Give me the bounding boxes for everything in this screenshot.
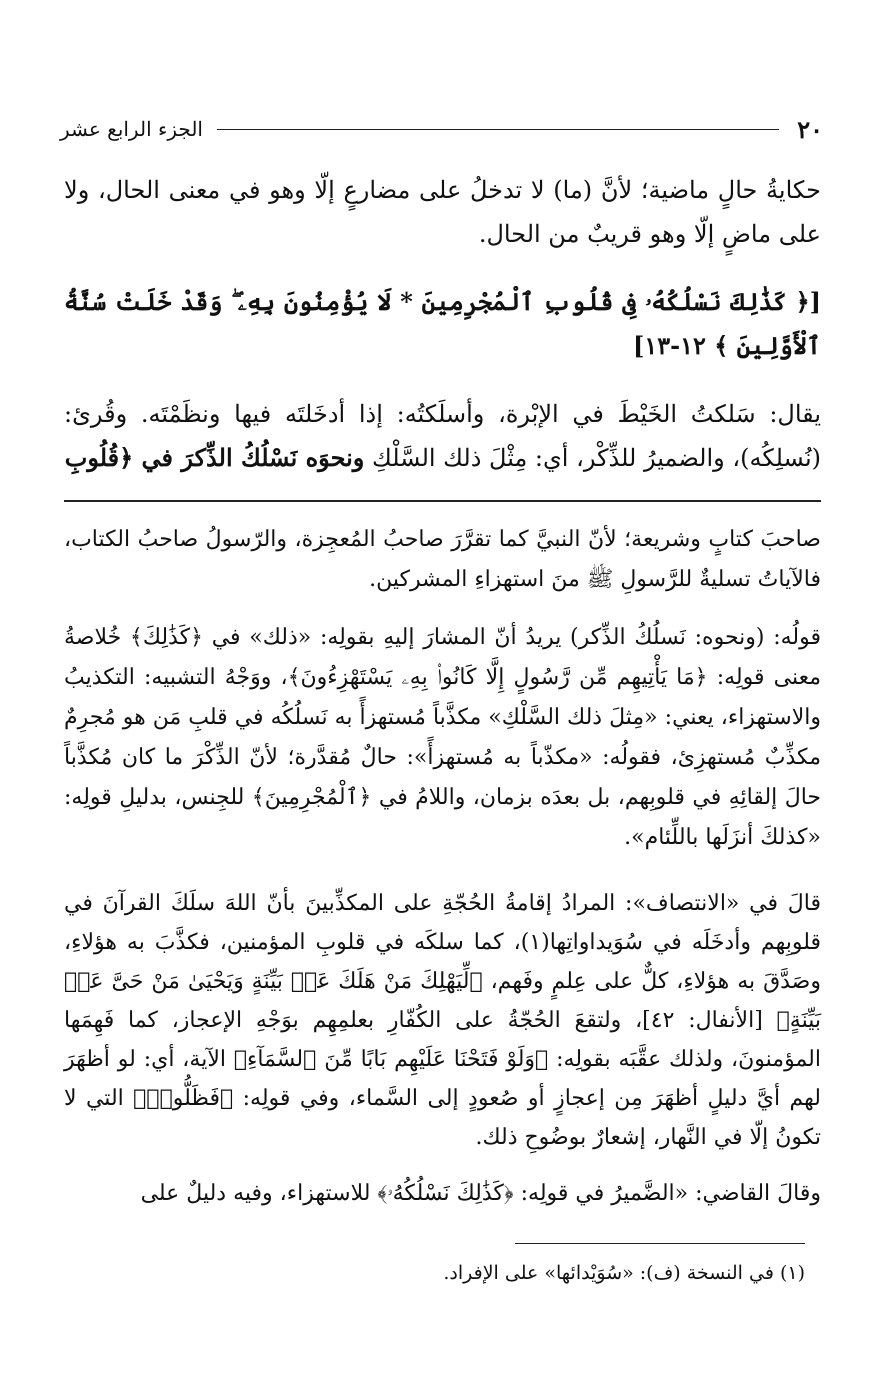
main-text-paragraph-2-content — [64, 392, 821, 480]
quran-verse: [﴿ كَذَٰلِكَ نَسْلُكُهُۥ فِى قُلُوبِ ٱلْمُجْرِمِينَ * لَا يُؤْمِنُونَ بِهِۦ ۖ وَقَدْ خَلَتْ سُنَّةُ ٱلْأَوَّلِينَ ﴾ ١٢-١٣] — [64, 287, 821, 360]
commentary-paragraph-4 — [64, 1174, 821, 1214]
main-text-paragraph-1: حكايةُ حالٍ ماضية؛ لأنَّ (ما) لا تدخلُ على مضارعٍ إلّا وهو في معنى الحال، ولا على ماضٍ إلّا وهو قريبٌ من الحال. — [64, 176, 821, 248]
header-rule — [217, 129, 779, 130]
footnote: (١) في النسخة (ف): «سُوَيْدائها» على الإفراد. — [443, 1262, 805, 1284]
main-text-paragraph-2 — [64, 392, 821, 480]
footnote-rule — [515, 1243, 805, 1244]
commentary-paragraph-4-text: وقالَ القاضي: «الضَّميرُ في قولِه: ﴿كَذَٰلِكَ نَسْلُكُهُۥ﴾ للاستهزاء، وفيه دليلٌ على — [140, 1181, 821, 1206]
commentary-paragraph-1 — [64, 520, 821, 600]
commentary-paragraph-2 — [64, 618, 821, 858]
commentary-paragraph-1-text: صاحبَ كتابٍ وشريعة؛ لأنّ النبيَّ كما تقرَّرَ صاحبُ المُعجِزة، والرّسولُ صاحبُ الكتاب، فالآياتُ تسليةٌ للرَّسولِ ﷺ منَ استهزاءِ المشركين. — [64, 527, 821, 592]
page-header — [60, 112, 823, 146]
quran-verse-block — [64, 280, 821, 368]
main-text-paragraph-2-bold: ونحوَه نَسْلُكُ الذِّكرَ في ﴿قُلُوبِ — [64, 443, 365, 472]
main-text-paragraph — [64, 168, 821, 256]
commentary-paragraph-3-text: قالَ في «الانتصاف»: المرادُ إقامةُ الحُجّةِ على المكذِّبينَ بأنّ اللهَ سلَكَ القرآنَ في قلوبِهم وأدخَلَه في سُوَيداواتِها(١)، كما سلكَه في قلوبِ المؤمنين، فكذَّبَ به هؤلاءِ، وصَدَّقَ به هؤلاءِ، كلٌّ على عِلمٍ وفَهم، ﴿لِّيَهْلِكَ مَنْ هَلَكَ عَنۢ بَيِّنَةٍ وَيَحْيَىٰ مَنْ حَىَّ عَنۢ بَيِّنَةٍ﴾ [الأنفال: ٤٢]، ولتقعَ الحُجّةُ على الكُفّارِ بعلمِهِم بوَجْهِ الإعجاز، كما فَهِمَها المؤمنونَ، ولذلك عقَّبَه بقولِه: ﴿وَلَوْ فَتَحْنَا عَلَيْهِم بَابًا مِّنَ ٱلسَّمَآءِ﴾ الآية، أي: لو أظهَرَ لهم أيَّ دليلٍ أظهَرَ مِن إعجازٍ أو صُعودٍ إلى السَّماء، وفي قولِه: ﴿فَظَلُّوا۟﴾ التي لا تكونُ إلّا في النَّهار، إشعارٌ بوضُوحِ ذلك. — [64, 891, 821, 1150]
commentary-paragraph-2-text: قولُه: (ونحوه: نَسلُكُ الذِّكر) يريدُ أنّ المشارَ إليهِ بقولِه: «ذلك» في ﴿كَذَٰلِكَ﴾ خُلاصةُ معنى قولِه: ﴿مَا يَأْتِيهِم مِّن رَّسُولٍ إِلَّا كَانُوا۟ بِهِۦ يَسْتَهْزِءُونَ﴾، ووَجْهُ التشبيه: التكذيبُ والاستهزاء، يعني: «مِثلَ ذلك السَّلْكِ» مكذَّباً مُستهزأً به نَسلُكُه في قلبِ مَن هو مُجرِمٌ مكذِّبٌ مُستهزِئ، فقولُه: «مكذّباً به مُستهزأً»: حالٌ مُقدَّرة؛ لأنّ الذِّكْرَ ما كان مُكذَّباً حالَ إلقائِهِ في قلوبِهم، بل بعدَه بزمان، واللامُ في ﴿ٱلْمُجْرِمِينَ﴾ للجِنس، بدليلِ قولِه: «كذلكَ أنزَلَها باللِّئام». — [64, 625, 821, 850]
text-commentary-divider — [64, 500, 821, 502]
main-text-paragraph-2-text: يقال: سَلكتُ الخَيْطَ في الإبْرة، وأسلَكتُه: إذا أدخَلتَه فيها ونظَمْتَه. وقُرئ: (نُسلِكُه)، والضميرُ للذِّكْر، أي: مِثْلَ ذلك السَّلْكِ — [64, 400, 821, 472]
page-number: ٢٠ — [797, 114, 823, 144]
commentary-paragraph-3 — [64, 884, 821, 1157]
volume-title: الجزء الرابع عشر — [60, 117, 203, 141]
